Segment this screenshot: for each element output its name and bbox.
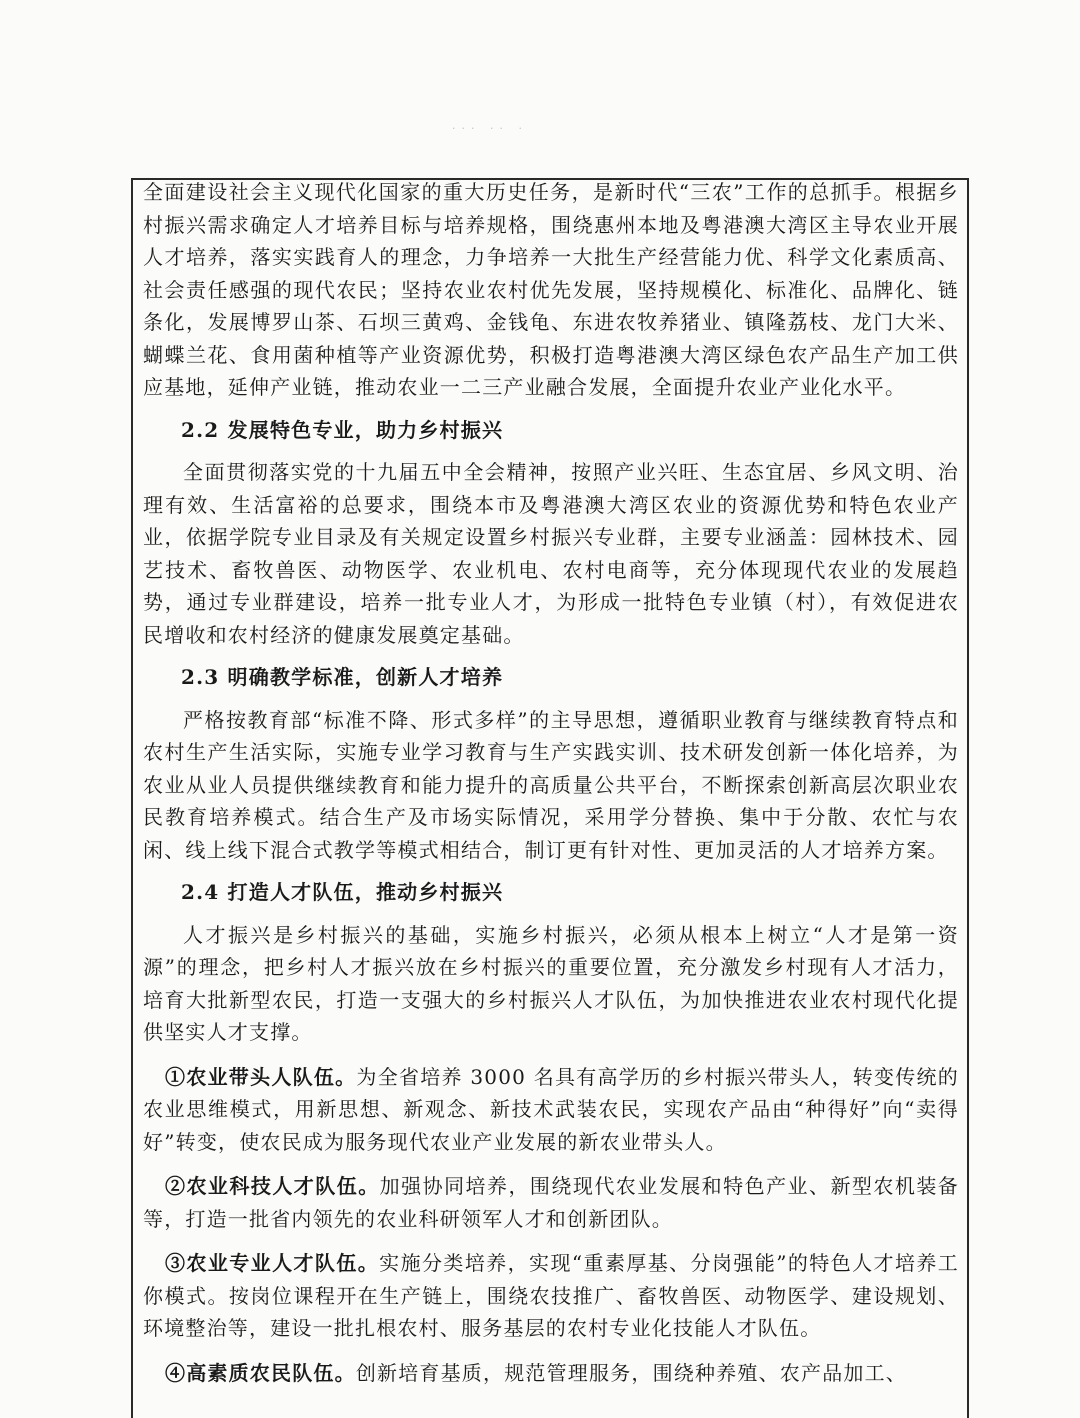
list-item-title: ②农业科技人才队伍。 <box>165 1174 380 1198</box>
paragraph-intro: 全面建设社会主义现代化国家的重大历史任务，是新时代“三农”工作的总抓手。根据乡村振兴需求确定人才培养目标与培养规格，围绕惠州本地及粤港澳大湾区主导农业开展人才培养，落实实践育人的理念，力争培养一大批生产经营能力优、科学文化素质高、社会责任感强的现代农民；坚持农业农村优先发展，坚持规模化、标准化、品牌化、链条化，发展博罗山茶、石坝三黄鸡、金钱龟、东进农牧养猪业、镇隆荔枝、龙门大米、蝴蝶兰花、食用菌种植等产业资源优势，积极打造粤港澳大湾区绿色农产品生产加工供应基地，延伸产业链，推动农业一二三产业融合发展，全面提升农业产业化水平。 <box>143 180 959 399</box>
list-item-title: ①农业带头人队伍。 <box>165 1064 357 1089</box>
list-item-title: ③农业专业人才队伍。 <box>165 1251 380 1275</box>
scan-artifact: ··· ·· · <box>452 122 528 135</box>
list-item-text: 为全省培养 3000 名具有高学历的乡村振兴带头人，转变传统的农业思维模式，用新思想、新观念、新技术武装农民，实现农产品由“种得好”向“卖得好”转变，使农民成为服务现代农业产业发展的新农业带头人。 <box>143 1064 959 1154</box>
list-item-text: 创新培育基质，规范管理服务，围绕种养殖、农产品加工、 <box>355 1360 908 1385</box>
paragraph-2-3: 严格按教育部“标准不降、形式多样”的主导思想，遵循职业教育与继续教育特点和农村生产生活实际，实施专业学习教育与生产实践实训、技术研发创新一体化培养，为农业从业人员提供继续教育和能力提升的高质量公共平台，不断探索创新高层次职业农民教育培养模式。结合生产及市场实际情况，采用学分替换、集中于分散、农忙与农闲、线上线下混合式教学等模式相结合，制订更有针对性、更加灵活的人才培养方案。 <box>143 707 959 862</box>
section-heading-2-4: 2.4 打造人才队伍，推动乡村振兴 <box>181 880 504 904</box>
section-heading-2-2: 2.2 发展特色专业，助力乡村振兴 <box>181 417 504 442</box>
list-item-3 <box>143 1247 959 1345</box>
list-item-title: ④高素质农民队伍。 <box>165 1360 356 1385</box>
list-item-text: 加强协同培养，围绕现代农业发展和特色产业、新型农机装备等，打造一批省内领先的农业科研领军人才和创新团队。 <box>143 1174 960 1231</box>
document-body <box>143 176 959 1389</box>
paragraph-2-4: 人才振兴是乡村振兴的基础，实施乡村振兴，必须从根本上树立“人才是第一资源”的理念，把乡村人才振兴放在乡村振兴的重要位置，充分激发乡村现有人才活力，培育大批新型农民，打造一支强大的乡村振兴人才队伍，为加快推进农业农村现代化提供坚实人才支撑。 <box>143 922 959 1044</box>
list-item-4 <box>143 1357 959 1390</box>
paragraph-2-2: 全面贯彻落实党的十九届五中全会精神，按照产业兴旺、生态宜居、乡风文明、治理有效、生活富裕的总要求，围绕本市及粤港澳大湾区农业的资源优势和特色农业产业，依据学院专业目录及有关规定设置乡村振兴专业群，主要专业涵盖：园林技术、园艺技术、畜牧兽医、动物医学、农业机电、农村电商等，充分体现现代农业的发展趋势，通过专业群建设，培养一批专业人才，为形成一批特色专业镇（村），有效促进农民增收和农村经济的健康发展奠定基础。 <box>143 460 959 647</box>
section-heading-2-3: 2.3 明确教学标准，创新人才培养 <box>181 665 504 689</box>
list-item-text: 实施分类培养，实现“重素厚基、分岗强能”的特色人才培养工你模式。按岗位课程开在生产链上，围绕农技推广、畜牧兽医、动物医学、建设规划、环境整治等，建设一批扎根农村、服务基层的农村专业化技能人才队伍。 <box>143 1251 959 1340</box>
list-item-1 <box>143 1061 959 1159</box>
list-item-2 <box>143 1170 959 1235</box>
